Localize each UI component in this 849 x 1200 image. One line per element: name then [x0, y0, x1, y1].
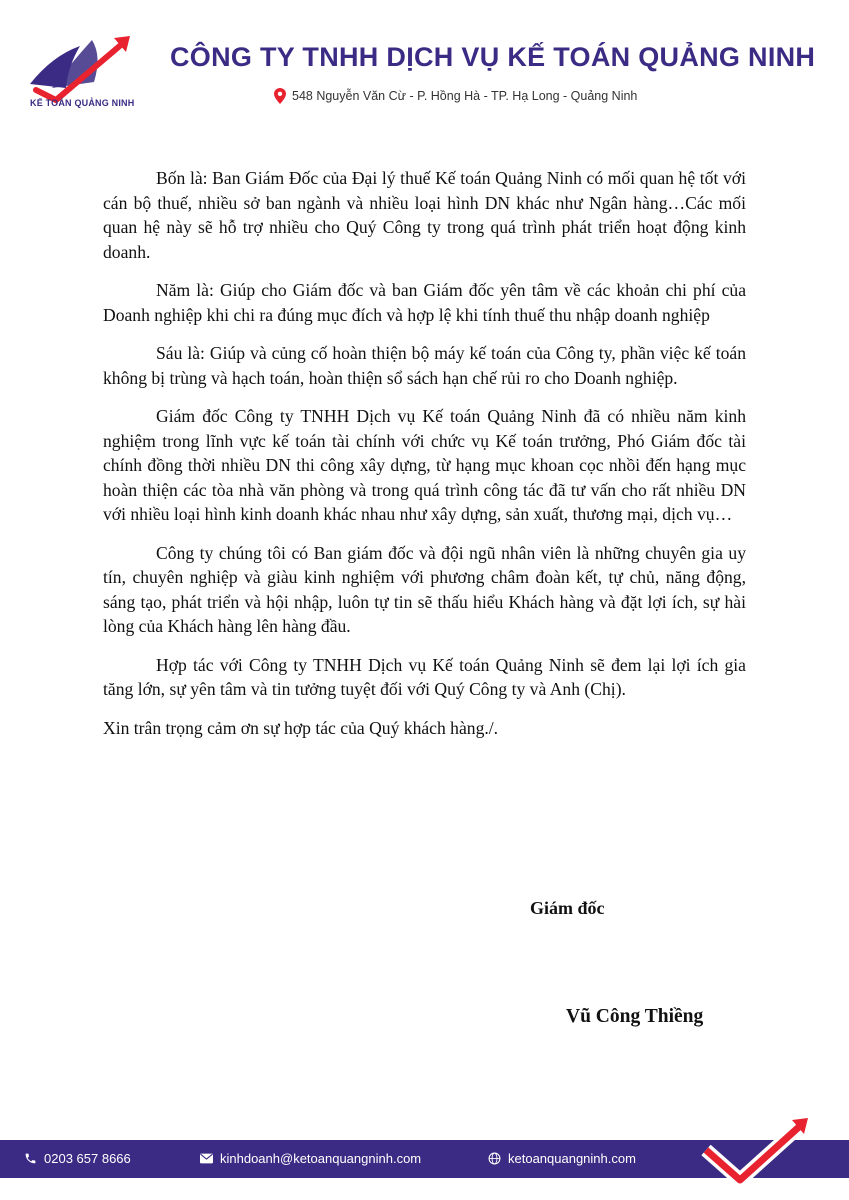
paragraph-team: Công ty chúng tôi có Ban giám đốc và đội ngũ nhân viên là những chuyên gia uy tín, chuyên nghiệp và giàu kinh nghiệm với phương châm đoàn kết, tự chủ, năng động, sáng tạo, phát triển và hội nhập, luôn tự tin sẽ thấu hiểu Khách hàng và đặt lợi ích, sự hài lòng của Khách hàng lên hàng đầu. [103, 542, 746, 636]
footer-phone [24, 1151, 131, 1166]
email-icon [200, 1153, 213, 1164]
paragraph-cooperation: Hợp tác với Công ty TNHH Dịch vụ Kế toán Quảng Ninh sẽ đem lại lợi ích gia tăng lớn, sự yên tâm và tin tưởng tuyệt đối với Quý Công ty và Anh (Chị). [103, 654, 746, 699]
letterhead [0, 0, 849, 130]
paragraph-director-experience: Giám đốc Công ty TNHH Dịch vụ Kế toán Quảng Ninh đã có nhiều năm kinh nghiệm trong lĩnh vực kế toán tài chính với chức vụ Kế toán trưởng, Phó Giám đốc tài chính đồng thời nhiều DN thi công xây dựng, từ hạng mục khoan cọc nhồi đến hạng mục hoàn thiện các tòa nhà văn phòng và trong quá trình công tác đã tư vấn cho rất nhiều DN với nhiều loại hình kinh doanh khác nhau như xây dựng, sản xuất, thương mại, dịch vụ… [103, 406, 746, 524]
paragraph-six: Sáu là: Giúp và củng cố hoàn thiện bộ máy kế toán của Công ty, phần việc kế toán không bị trùng và hạch toán, hoàn thiện sổ sách hạn chế rủi ro cho Doanh nghiệp. [103, 343, 746, 388]
globe-icon [488, 1152, 501, 1165]
company-name: CÔNG TY TNHH DỊCH VỤ KẾ TOÁN QUẢNG NINH [170, 42, 816, 72]
location-pin-icon [274, 88, 286, 104]
phone-icon [24, 1152, 37, 1165]
phone-text: 0203 657 8666 [44, 1151, 131, 1166]
logo-text: KẾ TOÁN QUẢNG NINH [30, 98, 135, 108]
footer-website [488, 1151, 636, 1166]
closing-thanks: Xin trân trọng cảm ơn sự hợp tác của Quý khách hàng./. [103, 717, 499, 738]
checkmark-arrow-icon [700, 1116, 810, 1188]
paragraph-five: Năm là: Giúp cho Giám đốc và ban Giám đốc yên tâm về các khoản chi phí của Doanh nghiệp khi chi ra đúng mục đích và hợp lệ khi tính thuế thu nhập doanh nghiệp [103, 280, 746, 325]
company-address [274, 88, 637, 104]
footer-email [200, 1151, 421, 1166]
paragraph-four: Bốn là: Ban Giám Đốc của Đại lý thuế Kế toán Quảng Ninh có mối quan hệ tốt với cán bộ thuế, nhiều sở ban ngành và nhiều loại hình DN khác như Ngân hàng…Các mối quan hệ này sẽ hỗ trợ nhiều cho Quý Công ty trong quá trình phát triển hoạt động kinh doanh. [103, 168, 746, 262]
address-text: 548 Nguyễn Văn Cừ - P. Hồng Hà - TP. Hạ Long - Quảng Ninh [292, 89, 638, 103]
letter-body [103, 166, 746, 754]
website-text: ketoanquangninh.com [508, 1151, 636, 1166]
signature-name: Vũ Công Thiềng [566, 1006, 704, 1027]
email-text: kinhdoanh@ketoanquangninh.com [220, 1151, 422, 1166]
signature-title: Giám đốc [530, 898, 605, 918]
